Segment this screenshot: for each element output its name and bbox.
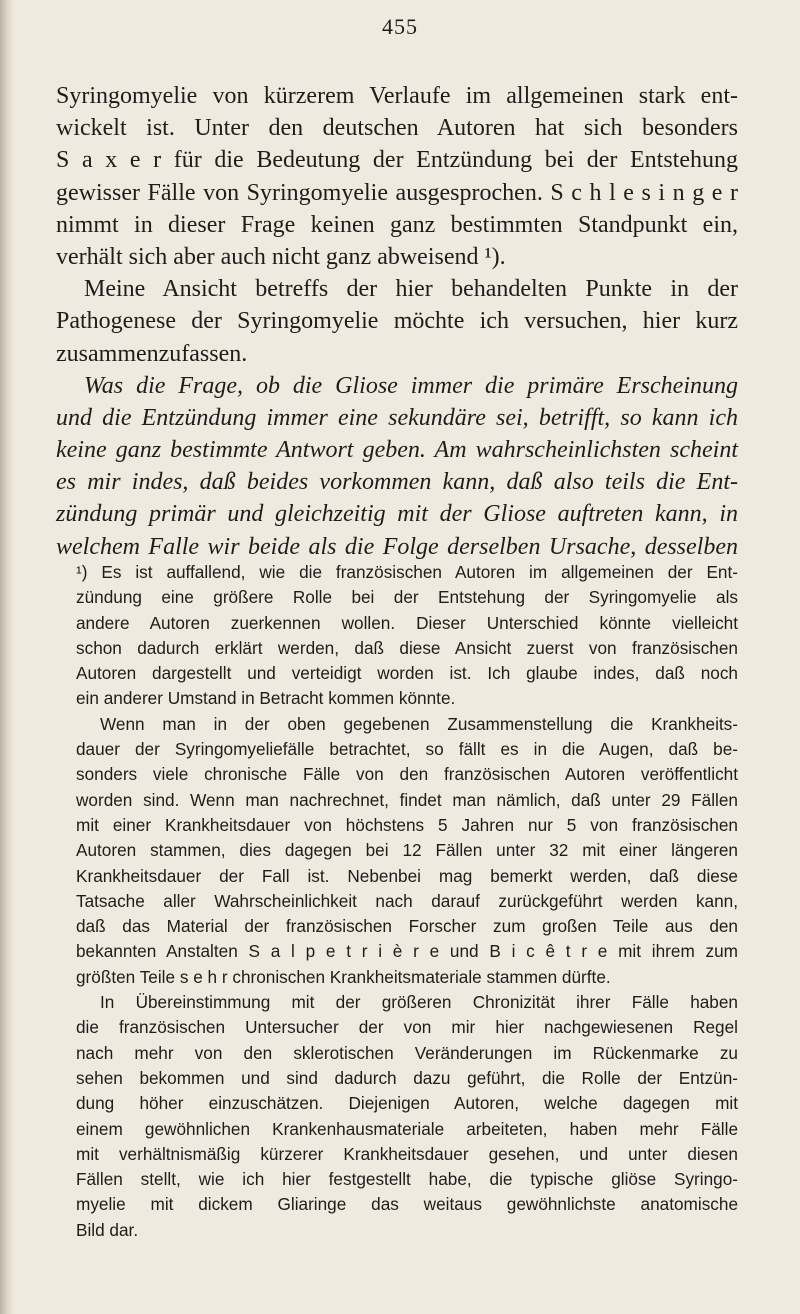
main-line: Meine Ansicht betreffs der hier behandelten Punkte in der [84, 276, 738, 303]
footnote-line: Fällen stellt, wie ich hier festgestellt habe, die typische gliöse Syringo- [76, 1169, 738, 1190]
footnote-line: ¹) Es ist auffallend, wie die französischen Autoren im allgemeinen der Ent- [76, 562, 738, 582]
main-line-italic: zündung primär und gleichzeitig mit der Gliose auftreten kann, in [56, 501, 738, 528]
main-line: gewisser Fälle von Syringomyelie ausgesprochen. S c h l e s i n g e r [56, 179, 738, 206]
footnote-line: dung höher einzuschätzen. Diejenigen Autoren, welche dagegen mit [76, 1093, 738, 1114]
footnote-line: myelie mit dickem Gliaringe das weitaus gewöhnlichste anatomische [76, 1194, 738, 1215]
footnote-line: worden sind. Wenn man nachrechnet, findet man nämlich, daß unter 29 Fällen [76, 789, 738, 810]
footnote-line: Krankheitsdauer der Fall ist. Nebenbei mag bemerkt werden, daß diese [76, 865, 738, 886]
footnote-line: mit verhältnismäßig kürzerer Krankheitsdauer gesehen, und unter diesen [76, 1143, 738, 1164]
page-number: 455 [382, 14, 418, 39]
footnote-line: Autoren stammen, dies dagegen bei 12 Fällen unter 32 mit einer längeren [76, 840, 738, 861]
footnote-line: Bild dar. [76, 1219, 139, 1240]
footnote-line: zündung eine größere Rolle bei der Entstehung der Syringomyelie als [76, 587, 738, 608]
footnote-line: ein anderer Umstand in Betracht kommen könnte. [76, 688, 456, 709]
footnote-line: die französischen Untersucher der von mir hier nachgewiesenen Regel [76, 1017, 738, 1038]
footnote-line: sonders viele chronische Fälle von den französischen Autoren veröffentlicht [76, 764, 738, 785]
main-line-italic: Was die Frage, ob die Gliose immer die primäre Erscheinung [84, 372, 738, 399]
footnote-line: Wenn man in der oben gegebenen Zusammenstellung die Krankheits- [100, 713, 738, 734]
main-line: wickelt ist. Unter den deutschen Autoren hat sich besonders [56, 115, 738, 142]
footnote-line: größten Teile s e h r chronischen Krankheitsmateriale stammen dürfte. [76, 966, 611, 987]
footnote-line: schon dadurch erklärt werden, daß diese Ansicht zuerst von französischen [76, 637, 738, 658]
main-line-italic: es mir indes, daß beides vorkommen kann, daß also teils die Ent- [56, 469, 738, 496]
footnote-line: andere Autoren zuerkennen wollen. Dieser Unterschied könnte vielleicht [76, 612, 738, 633]
main-text [56, 80, 738, 563]
book-spine-edge [0, 0, 14, 1314]
main-line: S a x e r für die Bedeutung der Entzündung bei der Entstehung [56, 147, 738, 174]
main-line: Pathogenese der Syringomyelie möchte ich versuchen, hier kurz [56, 308, 738, 335]
footnote-line: bekannten Anstalten S a l p e t r i è r e und B i c ê t r e mit ihrem zum [76, 941, 738, 962]
footnote-line: nach mehr von den sklerotischen Veränderungen im Rückenmarke zu [76, 1042, 738, 1063]
footnote-line: sehen bekommen und sind dadurch dazu geführt, die Rolle der Entzün- [76, 1067, 738, 1088]
main-line-italic: keine ganz bestimmte Antwort geben. Am wahrscheinlichsten scheint [56, 437, 738, 464]
main-line-italic: welchem Falle wir beide als die Folge derselben Ursache, desselben [56, 533, 738, 560]
footnote-line: Autoren dargestellt und verteidigt worden ist. Ich glaube indes, daß noch [76, 663, 738, 684]
footnote-line: In Übereinstimmung mit der größeren Chronizität ihrer Fälle haben [100, 992, 738, 1013]
main-line: nimmt in dieser Frage keinen ganz bestimmten Standpunkt ein, [56, 211, 738, 238]
footnote-line: Tatsache aller Wahrscheinlichkeit nach darauf zurückgeführt werden kann, [76, 890, 738, 911]
footnote-line: daß das Material der französischen Forscher zum großen Teile aus den [76, 916, 738, 937]
main-line: Syringomyelie von kürzerem Verlaufe im allgemeinen stark ent- [56, 83, 738, 109]
footnote-line: dauer der Syringomyeliefälle betrachtet, so fällt es in die Augen, daß be- [76, 739, 738, 760]
footnote-line: einem gewöhnlichen Krankenhausmateriale arbeiteten, haben mehr Fälle [76, 1118, 738, 1139]
main-line: verhält sich aber auch nicht ganz abweisend ¹). [56, 243, 506, 270]
main-line-italic: und die Entzündung immer eine sekundäre sei, betrifft, so kann ich [56, 404, 738, 431]
footnote [56, 560, 738, 1243]
footnote-line: mit einer Krankheitsdauer von höchstens 5 Jahren nur 5 von französischen [76, 814, 738, 835]
main-line: zusammenzufassen. [56, 340, 248, 367]
